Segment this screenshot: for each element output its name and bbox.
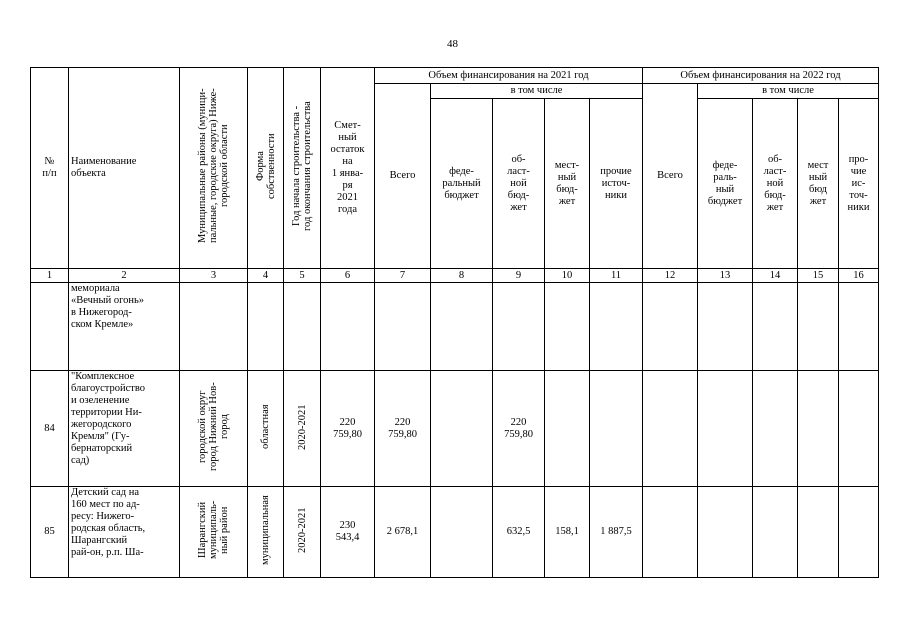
col-number: 4 [248, 269, 284, 283]
row-num [31, 283, 69, 371]
remainder-cell: 230 543,4 [321, 487, 375, 578]
total-2022-cell [643, 487, 698, 578]
object-name: мемориала «Вечный огонь» в Нижегород- ском Кремле» [69, 283, 180, 371]
table-row [31, 371, 879, 487]
total-2022-cell [643, 283, 698, 371]
federal-2022-cell [698, 487, 753, 578]
regional-2021-cell: 220 759,80 [493, 371, 545, 487]
header-num: № п/п [31, 68, 69, 269]
object-name: "Комплексное благоустройство и озеленение территории Ни- жегородского Кремля" (Гу- бернаторский сад) [69, 371, 180, 487]
local-2021-cell [545, 371, 590, 487]
page-number: 48 [447, 38, 458, 50]
local-2022-cell [798, 371, 839, 487]
header-federal-2021: феде- ральный бюджет [431, 99, 493, 269]
years-cell: 2020-2021 [284, 487, 321, 578]
header-remainder: Смет- ный остаток на 1 янва- ря 2021 года [321, 68, 375, 269]
col-number: 12 [643, 269, 698, 283]
header-ownership: Форма собственности [248, 68, 284, 269]
col-number: 16 [839, 269, 879, 283]
col-number: 13 [698, 269, 753, 283]
years-cell [284, 283, 321, 371]
ownership-cell: областная [248, 371, 284, 487]
col-number: 9 [493, 269, 545, 283]
col-number: 11 [590, 269, 643, 283]
federal-2021-cell [431, 371, 493, 487]
local-2021-cell [545, 283, 590, 371]
total-2021-cell [375, 283, 431, 371]
col-number: 6 [321, 269, 375, 283]
header-local-2021: мест- ный бюд- жет [545, 99, 590, 269]
remainder-cell [321, 283, 375, 371]
other-2021-cell: 1 887,5 [590, 487, 643, 578]
header-name: Наименование объекта [69, 68, 180, 269]
other-2021-cell [590, 371, 643, 487]
regional-2021-cell [493, 283, 545, 371]
other-2022-cell [839, 283, 879, 371]
table-row [31, 283, 879, 371]
header-other-2021: прочие источ- ники [590, 99, 643, 269]
col-number: 15 [798, 269, 839, 283]
col-number: 7 [375, 269, 431, 283]
ownership-cell [248, 283, 284, 371]
header-regional-2021: об- ласт- ной бюд- жет [493, 99, 545, 269]
other-2022-cell [839, 487, 879, 578]
header-incl-2021: в том числе [431, 84, 643, 99]
federal-2022-cell [698, 371, 753, 487]
remainder-cell: 220 759,80 [321, 371, 375, 487]
row-num: 85 [31, 487, 69, 578]
federal-2022-cell [698, 283, 753, 371]
col-number: 10 [545, 269, 590, 283]
header-incl-2022: в том числе [698, 84, 879, 99]
col-number: 14 [753, 269, 798, 283]
local-2022-cell [798, 283, 839, 371]
total-2021-cell: 2 678,1 [375, 487, 431, 578]
header-group-2022: Объем финансирования на 2022 год [643, 68, 879, 84]
header-local-2022: мест ный бюд жет [798, 99, 839, 269]
col-number: 2 [69, 269, 180, 283]
ownership-cell: муниципальная [248, 487, 284, 578]
other-2021-cell [590, 283, 643, 371]
financing-table [30, 67, 879, 578]
local-2022-cell [798, 487, 839, 578]
district-cell: городской округ город Нижний Нов- город [180, 371, 248, 487]
header-group-2021: Объем финансирования на 2021 год [375, 68, 643, 84]
header-federal-2022: феде- раль- ный бюджет [698, 99, 753, 269]
table-row [31, 487, 879, 578]
header-district: Муниципальные районы (муници- пальные, городские округа) Ниже- городской области [180, 68, 248, 269]
district-cell: Шарангский муниципаль- ный район [180, 487, 248, 578]
col-number: 5 [284, 269, 321, 283]
header-regional-2022: об- ласт- ной бюд- жет [753, 99, 798, 269]
col-number: 8 [431, 269, 493, 283]
federal-2021-cell [431, 283, 493, 371]
total-2021-cell: 220 759,80 [375, 371, 431, 487]
header-years: Год начала строительства - год окончания строительства [284, 68, 321, 269]
regional-2022-cell [753, 487, 798, 578]
regional-2021-cell: 632,5 [493, 487, 545, 578]
other-2022-cell [839, 371, 879, 487]
years-cell: 2020-2021 [284, 371, 321, 487]
regional-2022-cell [753, 371, 798, 487]
object-name: Детский сад на 160 мест по ад- ресу: Нижего- родская область, Шарангский рай-он, р.п. Ша- [69, 487, 180, 578]
col-number: 1 [31, 269, 69, 283]
header-total-2021: Всего [375, 84, 431, 269]
regional-2022-cell [753, 283, 798, 371]
header-other-2022: про- чие ис- точ- ники [839, 99, 879, 269]
district-cell [180, 283, 248, 371]
column-numbers-row [31, 269, 879, 283]
header-total-2022: Всего [643, 84, 698, 269]
local-2021-cell: 158,1 [545, 487, 590, 578]
col-number: 3 [180, 269, 248, 283]
total-2022-cell [643, 371, 698, 487]
row-num: 84 [31, 371, 69, 487]
federal-2021-cell [431, 487, 493, 578]
